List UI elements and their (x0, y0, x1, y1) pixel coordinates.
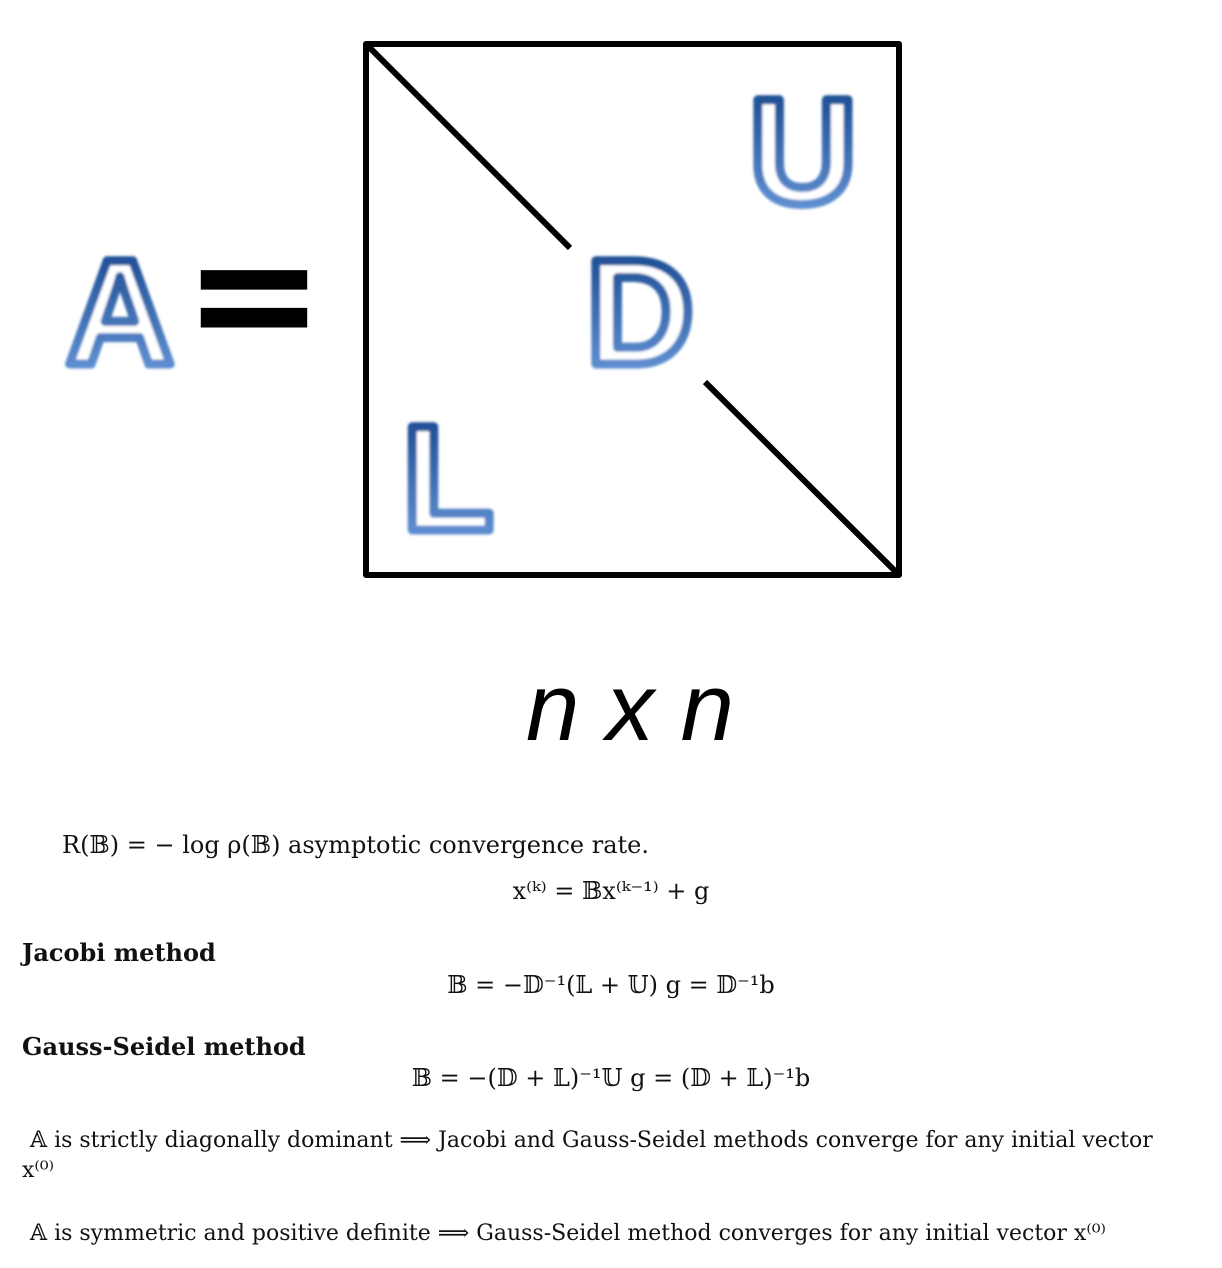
diagonal-dominance-theorem (30, 1126, 1153, 1156)
diagonal-label: D (585, 228, 695, 396)
diagonal-dominance-theorem-cont (22, 1156, 54, 1186)
jacobi-heading-text: Jacobi method (22, 938, 216, 967)
jacobi-formula-text: 𝔹 = −𝔻⁻¹(𝕃 + 𝕌) g = 𝔻⁻¹b (447, 971, 775, 999)
diagonal-dominance-vector: x⁽⁰⁾ (22, 1158, 55, 1183)
gauss-seidel-heading-text: Gauss-Seidel method (22, 1032, 306, 1061)
diagonal-line-lower (705, 382, 897, 573)
matrix-size-label: n x n (525, 654, 735, 761)
lower-triangular-label: L (402, 394, 494, 562)
jacobi-heading (22, 938, 216, 968)
iteration-formula (0, 876, 1222, 906)
spd-theorem (30, 1219, 1106, 1249)
convergence-rate-text: R(𝔹) = − log ρ(𝔹) asymptotic convergence rate. (62, 831, 649, 859)
iteration-formula-text: x⁽ᵏ⁾ = 𝔹x⁽ᵏ⁻¹⁾ + g (512, 877, 710, 905)
gauss-seidel-formula-text: 𝔹 = −(𝔻 + 𝕃)⁻¹𝕌 g = (𝔻 + 𝕃)⁻¹b (411, 1064, 811, 1092)
matrix-a-symbol: A (65, 228, 175, 396)
convergence-rate-definition (62, 830, 649, 860)
diagonal-dominance-text: 𝔸 is strictly diagonally dominant ⟹ Jacobi and Gauss-Seidel methods converge for any initial vector (30, 1128, 1153, 1153)
diagonal-line-upper (368, 46, 570, 248)
gauss-seidel-heading (22, 1032, 306, 1062)
spd-theorem-text: 𝔸 is symmetric and positive definite ⟹ Gauss-Seidel method converges for any initial vector x⁽⁰⁾ (30, 1221, 1106, 1246)
equals-sign: = (182, 195, 326, 393)
gauss-seidel-formula (0, 1063, 1222, 1093)
jacobi-formula (0, 970, 1222, 1000)
upper-triangular-label: U (748, 67, 858, 235)
